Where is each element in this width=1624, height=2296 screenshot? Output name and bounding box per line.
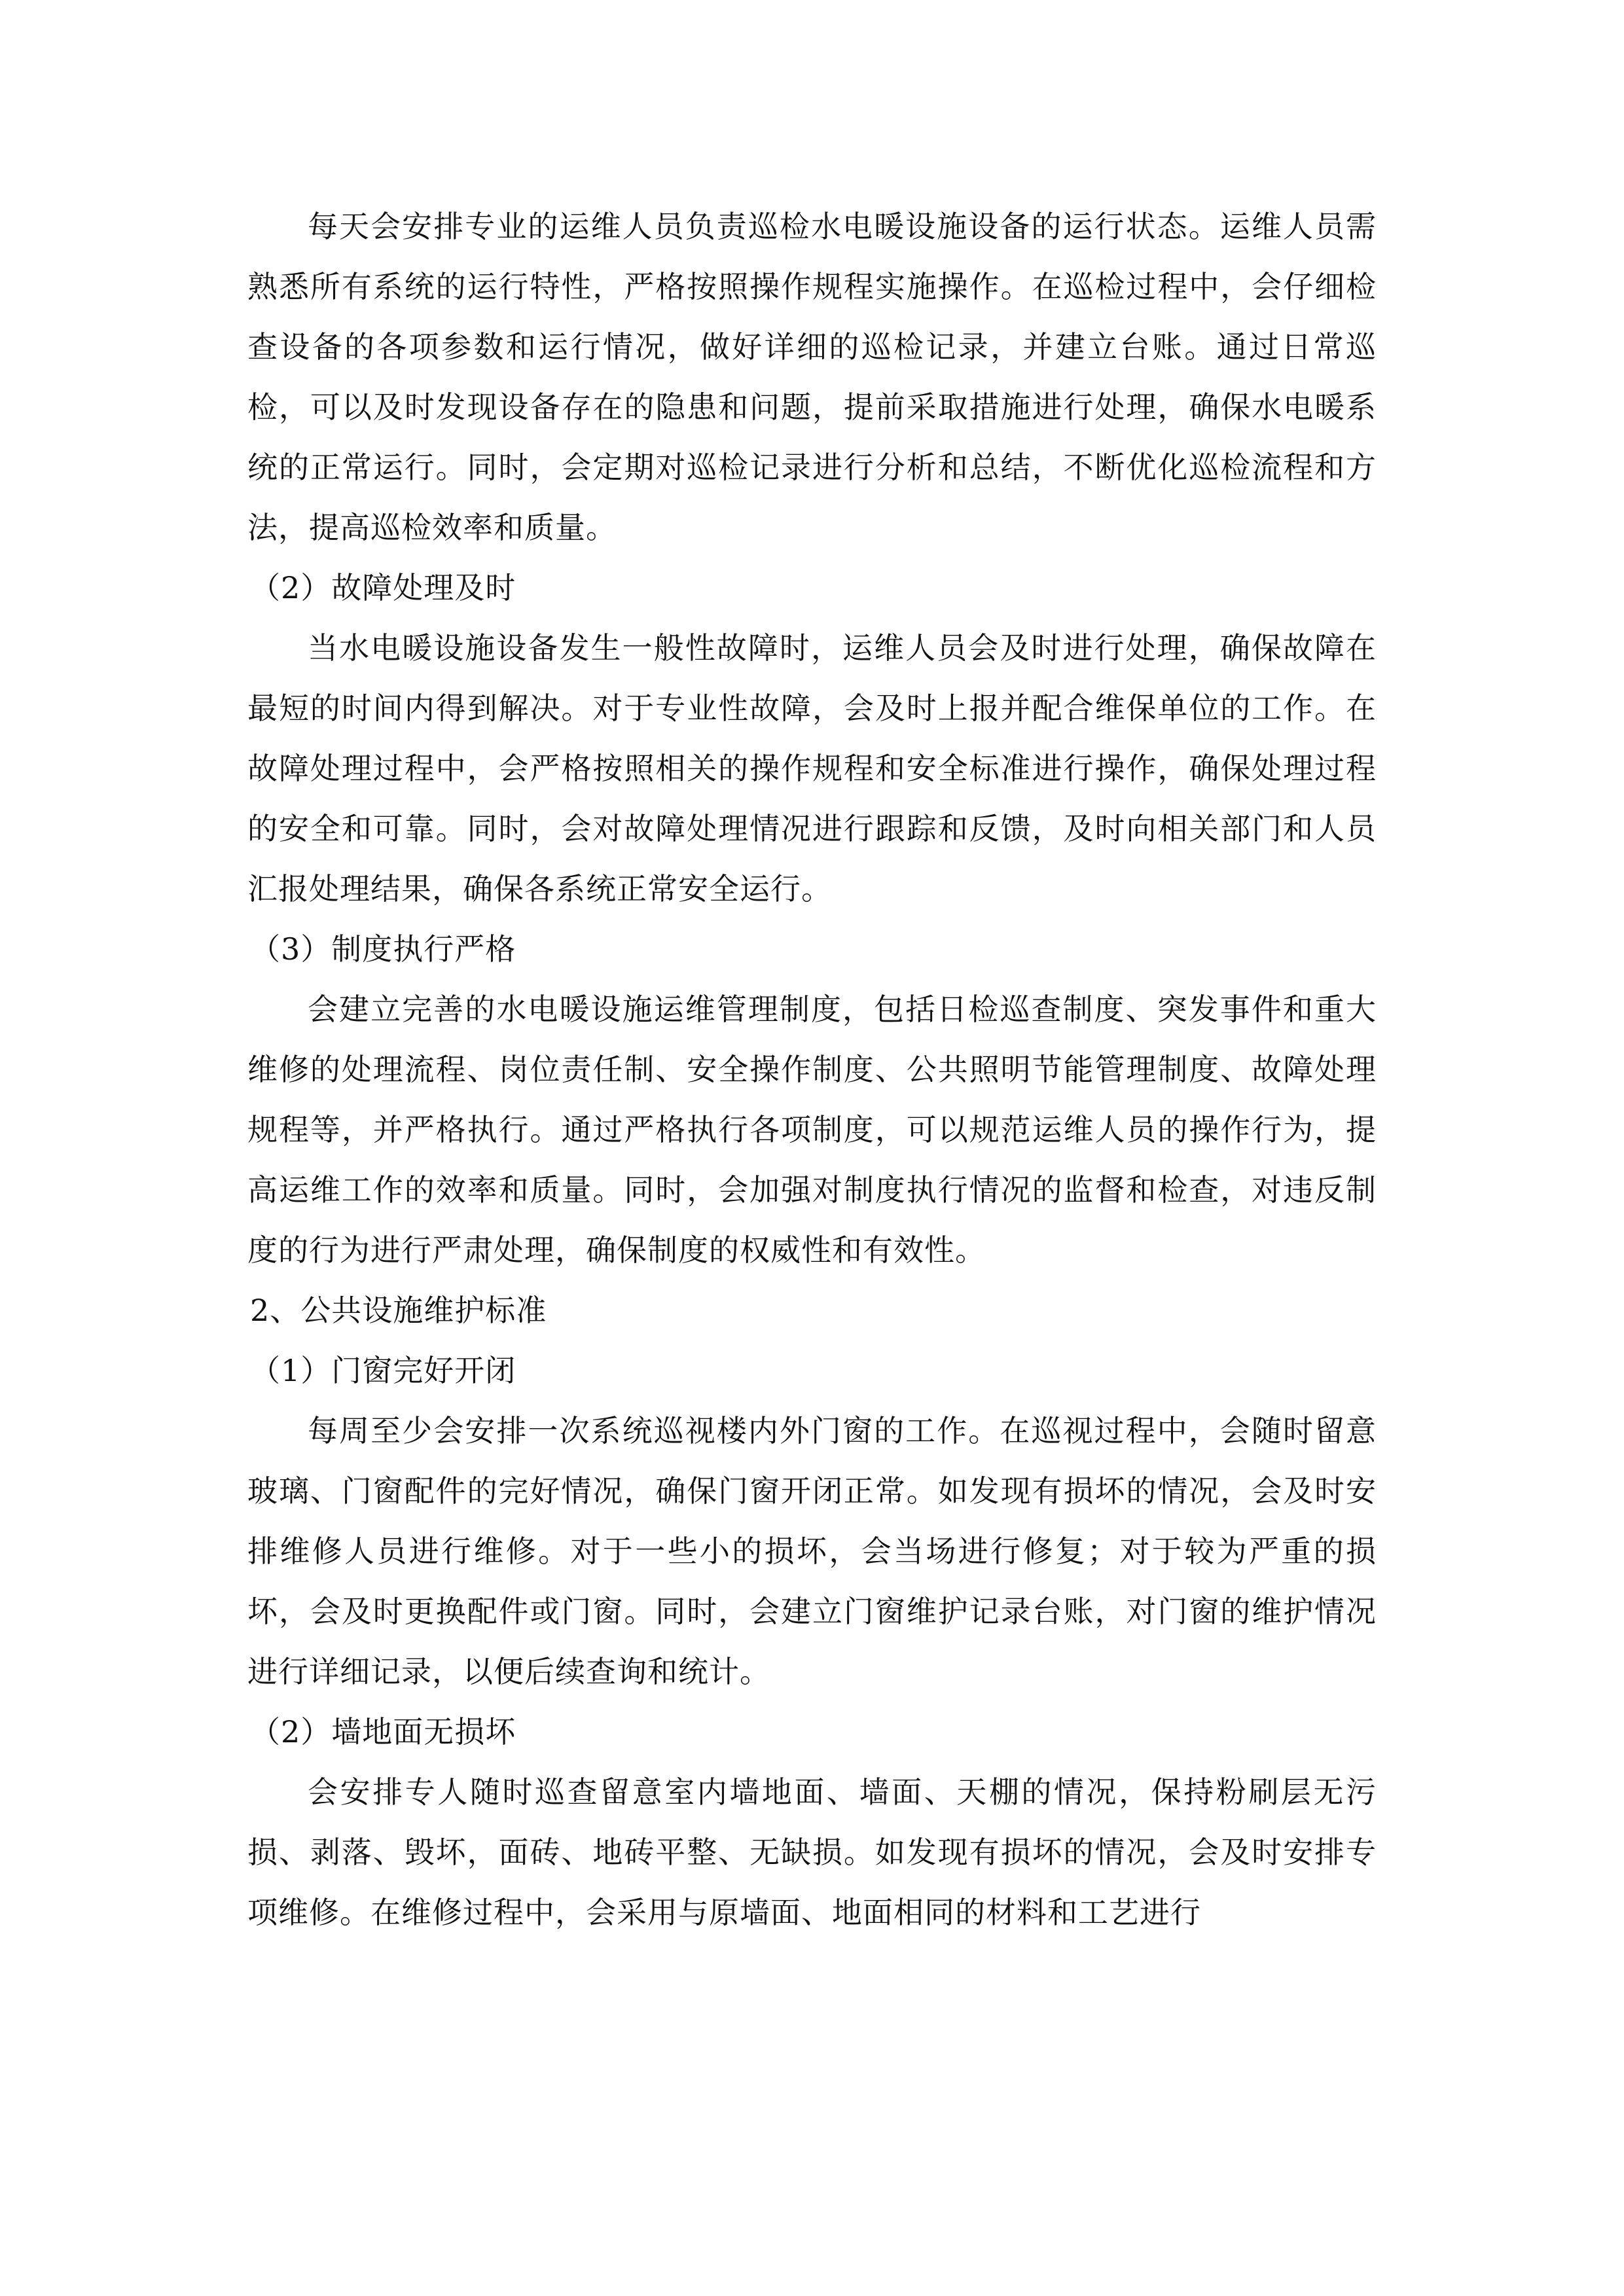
paragraph-walls-floors: 会安排专人随时巡查留意室内墙地面、墙面、天棚的情况，保持粉刷层无污损、剥落、毁坏，面砖、地砖平整、无缺损。如发现有损坏的情况，会及时安排专项维修。在维修过程中，会采用与原墙面、地面相同的材料和工艺进行: [247, 1774, 1377, 1930]
heading-doors-windows: （1）门窗完好开闭: [250, 1353, 516, 1388]
heading-fault-handling: （2）故障处理及时: [250, 570, 516, 605]
heading-regulation-execution: （3）制度执行严格: [250, 931, 516, 967]
heading-walls-floors: （2）墙地面无损坏: [250, 1714, 516, 1749]
heading-public-facility-standards: 2、公共设施维护标准: [250, 1293, 547, 1328]
paragraph-inspection: 每天会安排专业的运维人员负责巡检水电暖设施设备的运行状态。运维人员需熟悉所有系统的运行特性，严格按照操作规程实施操作。在巡检过程中，会仔细检查设备的各项参数和运行情况，做好详细的巡检记录，并建立台账。通过日常巡检，可以及时发现设备存在的隐患和问题，提前采取措施进行处理，确保水电暖系统的正常运行。同时，会定期对巡检记录进行分析和总结，不断优化巡检流程和方法，提高巡检效率和质量。: [247, 209, 1377, 545]
document-body: [247, 196, 1377, 1943]
paragraph-fault-handling: 当水电暖设施设备发生一般性故障时，运维人员会及时进行处理，确保故障在最短的时间内得到解决。对于专业性故障，会及时上报并配合维保单位的工作。在故障处理过程中，会严格按照相关的操作规程和安全标准进行操作，确保处理过程的安全和可靠。同时，会对故障处理情况进行跟踪和反馈，及时向相关部门和人员汇报处理结果，确保各系统正常安全运行。: [247, 630, 1377, 906]
paragraph-regulation-execution: 会建立完善的水电暖设施运维管理制度，包括日检巡查制度、突发事件和重大维修的处理流程、岗位责任制、安全操作制度、公共照明节能管理制度、故障处理规程等，并严格执行。通过严格执行各项制度，可以规范运维人员的操作行为，提高运维工作的效率和质量。同时，会加强对制度执行情况的监督和检查，对违反制度的行为进行严肃处理，确保制度的权威性和有效性。: [247, 992, 1377, 1268]
paragraph-doors-windows: 每周至少会安排一次系统巡视楼内外门窗的工作。在巡视过程中，会随时留意玻璃、门窗配件的完好情况，确保门窗开闭正常。如发现有损坏的情况，会及时安排维修人员进行维修。对于一些小的损坏，会当场进行修复；对于较为严重的损坏，会及时更换配件或门窗。同时，会建立门窗维护记录台账，对门窗的维护情况进行详细记录，以便后续查询和统计。: [247, 1413, 1377, 1689]
